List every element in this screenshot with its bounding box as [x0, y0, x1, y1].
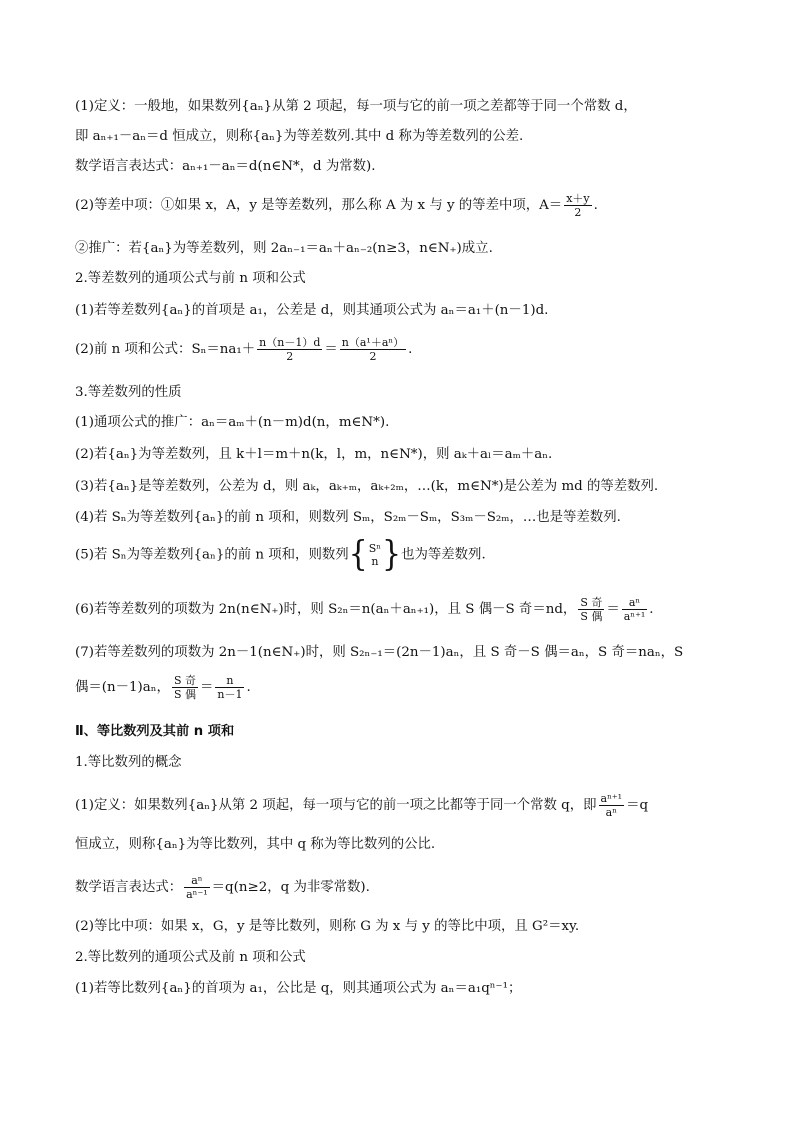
text: ＝ [606, 602, 620, 617]
arith-mean-line [75, 192, 754, 219]
def-geometric-line [75, 792, 754, 819]
numerator: n（a¹＋aⁿ） [341, 336, 405, 349]
property-5-line [75, 534, 754, 575]
text: . [246, 680, 251, 695]
fraction [599, 792, 625, 819]
denominator: aⁿ⁺¹ [623, 610, 646, 623]
section-3-heading [75, 384, 754, 402]
text: (1)定义：一般地，如果数列{aₙ}从第 2 项起，每一项与它的前一项之差都等于同一个常数 d， [75, 99, 637, 114]
geo-section-2-heading [75, 949, 754, 967]
numerator: aⁿ⁺¹ [600, 792, 623, 805]
section-2-heading [75, 270, 754, 288]
text: . [649, 602, 654, 617]
sum-formula-line [75, 336, 754, 363]
def-arithmetic-cont [75, 128, 754, 146]
denominator: 2 [369, 350, 377, 363]
geo-section-1-heading [75, 754, 754, 772]
text: . [408, 342, 413, 357]
property-1-line [75, 414, 754, 432]
text: (2)前 n 项和公式：Sₙ＝na₁＋ [75, 342, 256, 357]
numerator: Sⁿ [368, 542, 382, 555]
text: 1.等比数列的概念 [75, 755, 182, 770]
fraction [257, 336, 322, 363]
geo-general-term-line [75, 980, 754, 998]
text: ＝q [626, 798, 649, 813]
property-4-line [75, 509, 754, 527]
denominator: aⁿ⁻¹ [186, 888, 208, 901]
text: 恒成立，则称{aₙ}为等比数列，其中 q 称为等比数列的公比. [75, 837, 436, 852]
text: (5)若 Sₙ为等差数列{aₙ}的前 n 项和，则数列 [75, 547, 349, 563]
denominator: n－1 [217, 688, 243, 701]
text: (1)若等差数列{aₙ}的首项是 a₁，公差是 d，则其通项公式为 aₙ＝a₁＋(n－1)d. [75, 303, 549, 318]
text: (1)定义：如果数列{aₙ}从第 2 项起，每一项与它的前一项之比都等于同一个常数 q，即 [75, 798, 597, 813]
text: 偶＝(n－1)aₙ， [75, 680, 170, 695]
text: Ⅱ、等比数列及其前 n 项和 [75, 724, 235, 739]
denominator: 2 [574, 206, 582, 219]
text: . [593, 198, 598, 213]
fraction [340, 336, 406, 363]
text: (1)通项公式的推广：aₙ＝aₘ＋(n－m)d(n，m∈N*). [75, 415, 390, 430]
fraction [578, 596, 604, 623]
text: (6)若等差数列的项数为 2n(n∈N₊)时，则 S₂ₙ＝n(aₙ＋aₙ₊₁)，且 S 偶－S 奇＝nd， [75, 602, 577, 617]
denominator: aⁿ [605, 806, 617, 819]
fraction [564, 192, 591, 219]
property-3-line [75, 478, 754, 496]
numerator: x＋y [566, 192, 590, 205]
text: (1)若等比数列{aₙ}的首项为 a₁，公比是 q，则其通项公式为 aₙ＝a₁qⁿ⁻¹； [75, 981, 522, 996]
text: 3.等差数列的性质 [75, 385, 182, 400]
text: (3)若{aₙ}是等差数列，公差为 d，则 aₖ，aₖ₊ₘ，aₖ₊₂ₘ，…(k，m∈N*)是公差为 md 的等差数列. [75, 479, 659, 494]
text: (7)若等差数列的项数为 2n－1(n∈N₊)时，则 S₂ₙ₋₁＝(2n－1)aₙ，且 S 奇－S 偶＝aₙ，S 奇＝naₙ，S [75, 645, 684, 660]
fraction [172, 674, 198, 701]
property-7-line [75, 644, 754, 662]
text: 2.等差数列的通项公式与前 n 项和公式 [75, 271, 306, 286]
numerator: S 奇 [173, 674, 196, 687]
sequence-term [369, 542, 381, 568]
numerator: S 奇 [580, 596, 603, 609]
right-brace: } [382, 534, 402, 575]
part-2-heading [75, 723, 754, 741]
geo-mean-line [75, 918, 754, 936]
general-term-line [75, 302, 754, 320]
numerator: n（n－1）d [259, 336, 321, 349]
text: 数学语言表达式：aₙ₊₁－aₙ＝d(n∈N*，d 为常数). [75, 159, 376, 174]
fraction [215, 674, 244, 701]
numerator: aⁿ [622, 596, 648, 610]
property-7-cont [75, 674, 754, 701]
denominator: n [371, 555, 379, 568]
text: (4)若 Sₙ为等差数列{aₙ}的前 n 项和，则数列 Sₘ，S₂ₘ－Sₘ，S₃ₘ－S₂ₘ，…也是等差数列. [75, 510, 621, 525]
text: (2)等差中项：①如果 x，A，y 是等差数列，那么称 A 为 x 与 y 的等差中项，A＝ [75, 198, 563, 213]
text: (2)若{aₙ}为等差数列，且 k＋l＝m＋n(k，l，m，n∈N*)，则 aₖ＋aₗ＝aₘ＋aₙ. [75, 447, 553, 462]
text: ②推广：若{aₙ}为等差数列，则 2aₙ₋₁＝aₙ＋aₙ₋₂(n≥3，n∈N₊)成立. [75, 241, 493, 256]
text: 即 aₙ₊₁－aₙ＝d 恒成立，则称{aₙ}为等差数列.其中 d 称为等差数列的公差. [75, 129, 524, 144]
denominator: 2 [286, 350, 294, 363]
text: 也为等差数列. [401, 547, 486, 563]
property-6-line [75, 596, 754, 623]
fraction [622, 596, 648, 623]
left-brace: { [348, 534, 368, 575]
denominator: S 偶 [580, 610, 603, 623]
text: 2.等比数列的通项公式及前 n 项和公式 [75, 950, 306, 965]
property-2-line [75, 446, 754, 464]
text: ＝ [199, 680, 214, 695]
def-geometric-cont [75, 836, 754, 854]
math-expression-line [75, 158, 754, 176]
fraction [184, 874, 210, 901]
numerator: aⁿ [184, 874, 210, 888]
text: 数学语言表达式： [75, 880, 183, 895]
generalization-line [75, 240, 754, 258]
geo-math-expression-line [75, 874, 754, 901]
text: ＝ [324, 342, 338, 357]
denominator: S 偶 [173, 688, 196, 701]
def-arithmetic-line [75, 98, 754, 116]
text: (2)等比中项：如果 x，G，y 是等比数列，则称 G 为 x 与 y 的等比中项，且 G²＝xy. [75, 919, 580, 934]
text: ＝q(n≥2，q 为非零常数). [211, 880, 370, 895]
numerator: n [215, 674, 244, 688]
